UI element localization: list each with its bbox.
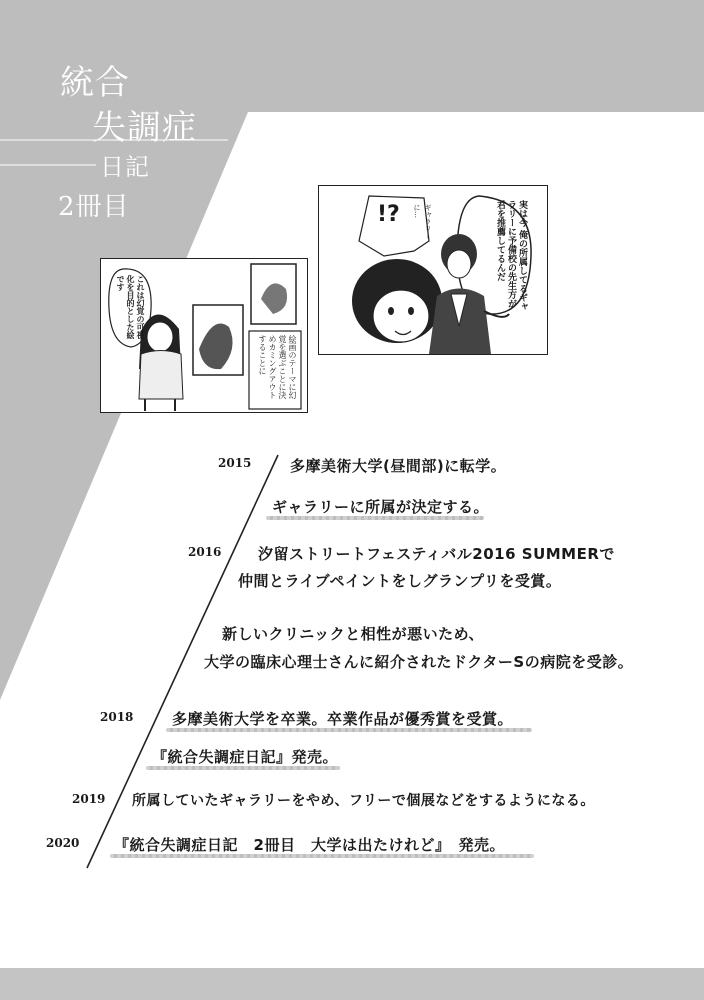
timeline-entry: ギャラリーに所属が決定する。 [272, 498, 490, 516]
timeline-entry: 汐留ストリートフェスティバル2016 SUMMERで [258, 545, 615, 563]
timeline-entry: 新しいクリニックと相性が悪いため、 [222, 625, 485, 643]
year-2015: 2015 [218, 456, 252, 470]
timeline-entry: 多摩美術大学(昼間部)に転学。 [290, 457, 507, 475]
exclaim-mark: !? [377, 202, 400, 227]
timeline-entry: 『統合失調症日記 2冊目 大学は出たけれど』 発売。 [114, 836, 505, 854]
entry-underline [166, 728, 532, 732]
bottom-band [0, 968, 704, 1000]
entry-underline [146, 766, 340, 770]
logo-line-3: 日記 [100, 153, 150, 181]
logo-line-1: 統合 [60, 63, 130, 103]
logo-line-2: 失調症 [92, 108, 197, 148]
sfx-text: ギャラリーに… [413, 204, 432, 239]
timeline-entry: 『統合失調症日記』発売。 [152, 748, 339, 766]
year-2016: 2016 [188, 545, 222, 559]
speech-text-right: 実は今 俺の所属してるギャラリーに予備校の先生方が君を推薦してるんだ [495, 200, 527, 312]
entry-underline [110, 854, 534, 858]
year-2020: 2020 [46, 836, 80, 850]
timeline-entry: 多摩美術大学を卒業。卒業作品が優秀賞を受賞。 [172, 710, 514, 728]
year-2019: 2019 [72, 792, 106, 806]
timeline-entry: 所属していたギャラリーをやめ、フリーで個展などをするようになる。 [132, 793, 595, 809]
entry-underline [266, 516, 484, 520]
timeline-entry: 大学の臨床心理士さんに紹介されたドクターSの病院を受診。 [204, 653, 634, 671]
speech-text-left: これは幻覚の可視化を目的とした絵です [116, 275, 145, 339]
logo-volume: 2冊目 [58, 192, 130, 222]
caption-text-left: 絵画のテーマに幻覚を選ぶことに決めカミングアウトすることに [258, 335, 297, 399]
year-2018: 2018 [100, 710, 134, 724]
timeline-entry: 仲間とライブペイントをしグランプリを受賞。 [238, 572, 562, 590]
